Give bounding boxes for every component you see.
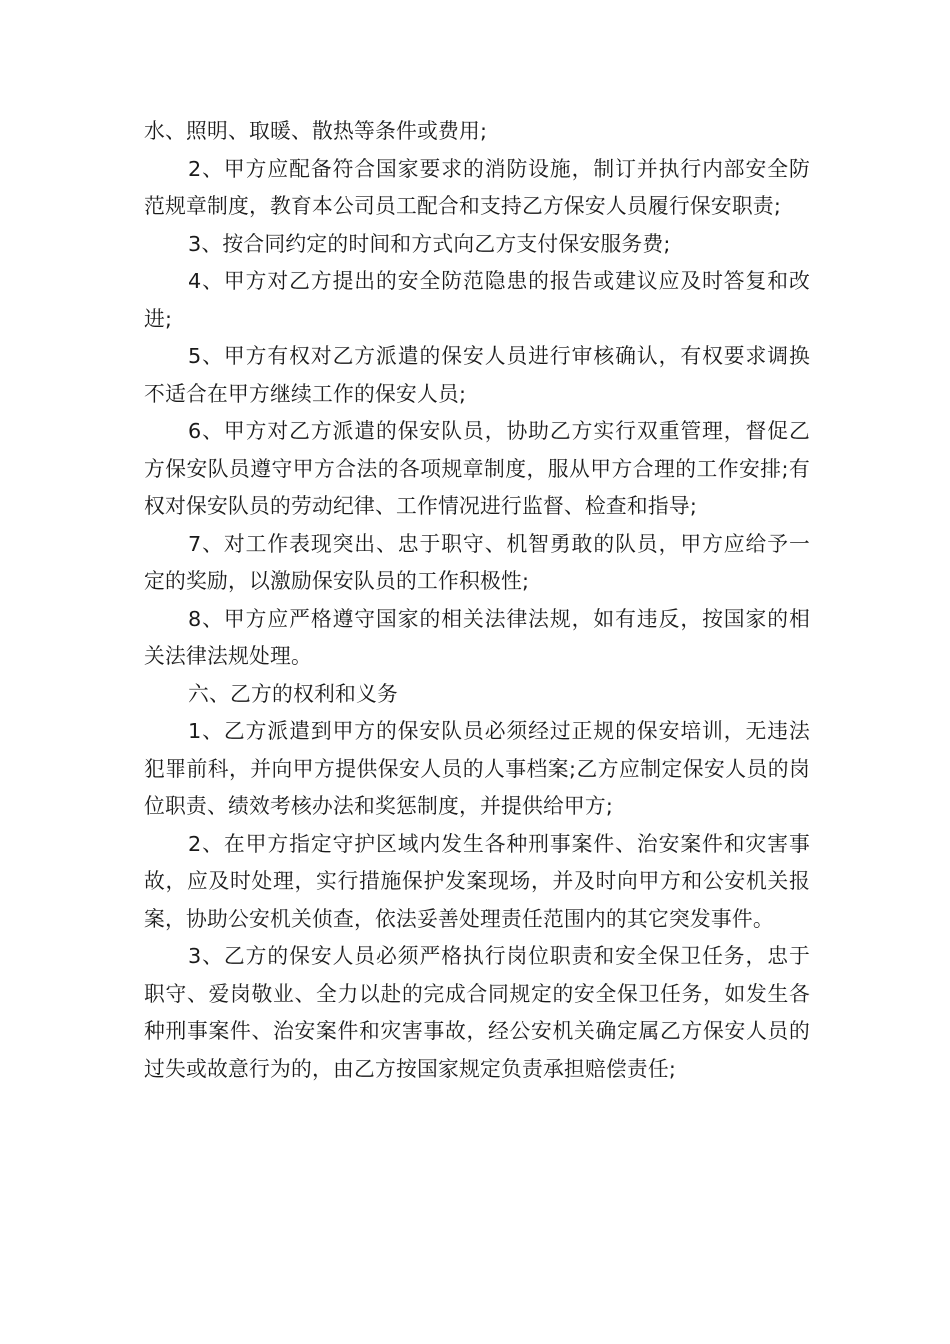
paragraph-5: 5、甲方有权对乙方派遣的保安人员进行审核确认，有权要求调换不适合在甲方继续工作的保安人员; [144,344,810,406]
paragraph-3: 3、按合同约定的时间和方式向乙方支付保安服务费; [188,231,671,256]
paragraph-6: 6、甲方对乙方派遣的保安队员，协助乙方实行双重管理，督促乙方保安队员遵守甲方合法的各项规章制度，服从甲方合理的工作安排;有权对保安队员的劳动纪律、工作情况进行监督、检查和指导; [144,419,810,518]
paragraph-11: 3、乙方的保安人员必须严格执行岗位职责和安全保卫任务，忠于职守、爱岗敬业、全力以赴的完成合同规定的安全保卫任务，如发生各种刑事案件、治安案件和灾害事故，经公安机关确定属乙方保安人员的过失或故意行为的，由乙方按国家规定负责承担赔偿责任; [144,944,810,1081]
section-heading-6: 六、乙方的权利和义务 [188,681,398,706]
paragraph-9: 1、乙方派遣到甲方的保安队员必须经过正规的保安培训，无违法犯罪前科，并向甲方提供保安人员的人事档案;乙方应制定保安人员的岗位职责、绩效考核办法和奖惩制度，并提供给甲方; [144,719,810,818]
paragraph-4: 4、甲方对乙方提出的安全防范隐患的报告或建议应及时答复和改进; [144,269,810,331]
paragraph-10: 2、在甲方指定守护区域内发生各种刑事案件、治安案件和灾害事故，应及时处理，实行措施保护发案现场，并及时向甲方和公安机关报案，协助公安机关侦查，依法妥善处理责任范围内的其它突发事件。 [144,831,810,931]
paragraph-8: 8、甲方应严格遵守国家的相关法律法规，如有违反，按国家的相关法律法规处理。 [144,606,810,668]
paragraph-2: 2、甲方应配备符合国家要求的消防设施，制订并执行内部安全防范规章制度，教育本公司员工配合和支持乙方保安人员履行保安职责; [144,156,810,218]
document-body [144,113,810,1088]
paragraph-1: 水、照明、取暖、散热等条件或费用; [144,119,488,143]
paragraph-7: 7、对工作表现突出、忠于职守、机智勇敢的队员，甲方应给予一定的奖励，以激励保安队员的工作积极性; [144,531,810,593]
